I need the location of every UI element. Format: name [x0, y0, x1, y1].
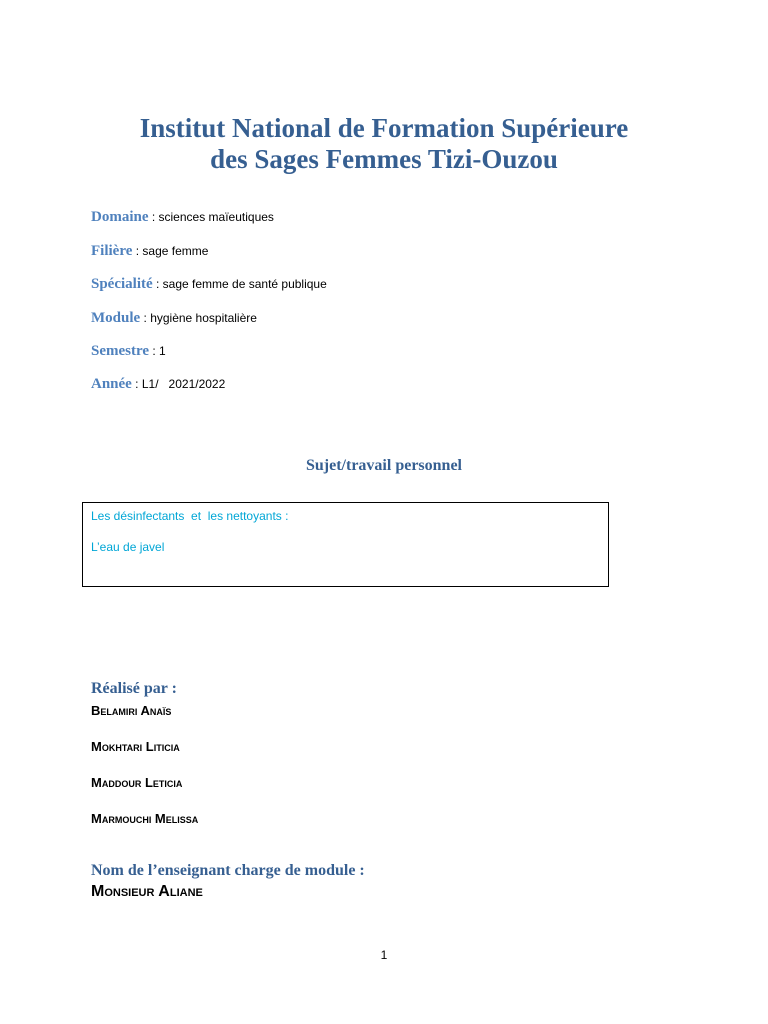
subject-line-2: L’eau de javel: [91, 540, 165, 554]
field-specialite: [91, 275, 327, 295]
author-name: Marmouchi Melissa: [91, 811, 199, 826]
author-name: Belamiri Anaïs: [91, 703, 172, 718]
field-separator: :: [152, 277, 163, 291]
page-number: 1: [380, 948, 388, 962]
subject-line-1: Les désinfectants et les nettoyants :: [91, 509, 289, 523]
field-label: Domaine: [91, 209, 149, 225]
field-label: Année: [91, 376, 132, 392]
subject-heading: Sujet/travail personnel: [306, 457, 462, 474]
field-module: [91, 309, 257, 329]
field-label: Semestre: [91, 343, 150, 359]
field-separator: :: [140, 311, 151, 325]
teacher-name: Monsieur Aliane: [91, 883, 203, 900]
teacher-heading: Nom de l’enseignant charge de module :: [91, 862, 365, 879]
field-separator: :: [149, 344, 160, 358]
field-annee: [91, 375, 225, 395]
field-value: sciences maïeutiques: [158, 210, 274, 224]
field-separator: :: [132, 244, 143, 258]
author-name: Mokhtari Liticia: [91, 739, 180, 754]
field-value: sage femme: [142, 244, 209, 258]
field-semestre: [91, 342, 166, 362]
field-domaine: [91, 208, 274, 228]
authors-heading: Réalisé par :: [91, 680, 177, 697]
field-label: Spécialité: [91, 276, 153, 292]
title-line-1: Institut National de Formation Supérieure: [139, 113, 629, 143]
field-separator: :: [148, 210, 159, 224]
title-line-2: des Sages Femmes Tizi-Ouzou: [210, 144, 558, 174]
field-value: hygiène hospitalière: [150, 311, 257, 325]
field-filiere: [91, 242, 208, 262]
field-value: L1/ 2021/2022: [141, 377, 226, 391]
author-name: Maddour Leticia: [91, 775, 183, 790]
field-value: sage femme de santé publique: [162, 277, 327, 291]
subject-box: [82, 502, 609, 587]
field-separator: :: [131, 377, 142, 391]
page-title: [0, 113, 768, 175]
field-value: 1: [159, 344, 166, 358]
field-label: Filière: [91, 243, 133, 259]
field-label: Module: [91, 310, 141, 326]
